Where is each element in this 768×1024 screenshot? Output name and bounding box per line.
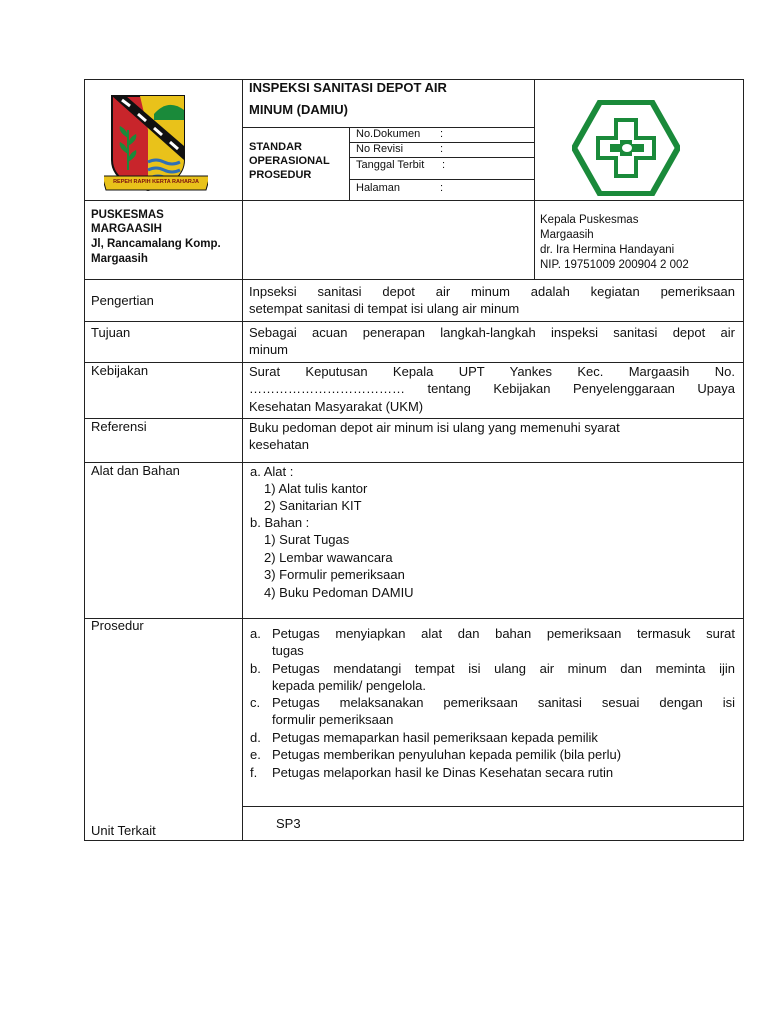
unit-terkait-value: SP3 <box>276 816 301 831</box>
institution-line: Margaasih <box>91 253 148 265</box>
step-marker: d. <box>250 730 261 745</box>
alat-bahan-label: Alat dan Bahan <box>91 463 180 478</box>
list-item: 2) Lembar wawancara <box>264 550 393 565</box>
kabupaten-bandung-logo <box>104 90 208 194</box>
institution-line: Jl, Rancamalang Komp. <box>91 238 221 250</box>
puskesmas-logo <box>572 100 680 196</box>
sop-label-line: STANDAR <box>249 141 302 153</box>
row-divider-referensi <box>84 462 744 463</box>
bahan-heading: b. Bahan : <box>250 515 310 530</box>
tujuan-text: Sebagai acuan penerapan langkah-langkah inspeksi sanitasi depot air <box>249 325 735 340</box>
signatory-line: dr. Ira Hermina Handayani <box>540 244 675 256</box>
prosedur-label: Prosedur <box>91 618 144 633</box>
institution-line: MARGAASIH <box>91 223 162 235</box>
step-text: kepada pemilik/ pengelola. <box>272 678 426 693</box>
step-text: Petugas melaksanakan pemeriksaan sanitasi sesuai dengan isi <box>272 695 735 710</box>
step-marker: a. <box>250 626 261 641</box>
list-item: 1) Surat Tugas <box>264 532 350 547</box>
kebijakan-label: Kebijakan <box>91 363 149 378</box>
tujuan-text: minum <box>249 342 289 357</box>
border-right <box>743 79 744 841</box>
pengertian-text: Inpseksi sanitasi depot air minum adalah kegiatan pemeriksaan <box>249 284 735 299</box>
alat-heading: a. Alat : <box>250 464 294 479</box>
doc-field-label: No.Dokumen <box>356 128 421 140</box>
document-title-line-1: INSPEKSI SANITASI DEPOT AIR <box>249 80 447 95</box>
row-divider-prosedur <box>242 806 744 807</box>
pengertian-text: setempat sanitasi di tempat isi ulang air minum <box>249 301 520 316</box>
doc-field-sep: : <box>440 128 444 140</box>
signatory-line: NIP. 19751009 200904 2 002 <box>540 259 689 271</box>
kebijakan-text: Kesehatan Masyarakat (UKM) <box>249 399 424 414</box>
step-text: Petugas memaparkan hasil pemeriksaan kepada pemilik <box>272 730 598 745</box>
pengertian-label: Pengertian <box>91 293 154 308</box>
step-marker: c. <box>250 695 261 710</box>
step-text: tugas <box>272 643 304 658</box>
row-divider-institution <box>84 279 744 280</box>
step-marker: b. <box>250 661 261 676</box>
list-item: 3) Formulir pemeriksaan <box>264 567 405 582</box>
col-divider-right <box>534 79 535 279</box>
referensi-label: Referensi <box>91 419 147 434</box>
step-text: Petugas melaporkan hasil ke Dinas Kesehatan secara rutin <box>272 765 614 780</box>
doc-field-label: No Revisi <box>356 143 404 155</box>
border-left <box>84 79 85 841</box>
step-text: Petugas menyiapkan alat dan bahan pemeriksaan termasuk surat <box>272 626 735 641</box>
step-marker: e. <box>250 747 261 762</box>
doc-field-label: Tanggal Terbit <box>356 159 425 171</box>
referensi-text: Buku pedoman depot air minum isi ulang yang memenuhi syarat <box>249 420 620 435</box>
signatory-line: Margaasih <box>540 229 594 241</box>
doc-field-sep: : <box>442 159 446 171</box>
sop-label-line: PROSEDUR <box>249 169 312 181</box>
step-text: Petugas mendatangi tempat isi ulang air minum dan meminta ijin <box>272 661 735 676</box>
col-divider-doc <box>349 127 350 200</box>
list-item: 2) Sanitarian KIT <box>264 498 362 513</box>
step-marker: f. <box>250 765 258 780</box>
document-title-line-2: MINUM (DAMIU) <box>249 102 348 117</box>
kebijakan-text: Surat Keputusan Kepala UPT Yankes Kec. Margaasih No. <box>249 364 735 379</box>
referensi-text: kesehatan <box>249 437 309 452</box>
row-divider-alat <box>84 618 744 619</box>
doc-field-label: Halaman <box>356 182 401 194</box>
list-item: 1) Alat tulis kantor <box>264 481 368 496</box>
step-text: Petugas memberikan penyuluhan kepada pemilik (bila perlu) <box>272 747 622 762</box>
border-bottom <box>84 840 744 841</box>
doc-row-3 <box>349 179 534 180</box>
doc-field-sep: : <box>440 143 444 155</box>
sop-label-line: OPERASIONAL <box>249 155 330 167</box>
step-text: formulir pemeriksaan <box>272 712 394 727</box>
list-item: 4) Buku Pedoman DAMIU <box>264 585 414 600</box>
kebijakan-text: ……………………………… tentang Kebijakan Penyelenggaraan Upaya <box>249 381 735 396</box>
institution-line: PUSKESMAS <box>91 209 164 221</box>
row-divider-pengertian <box>84 321 744 322</box>
col-divider-label <box>242 79 243 841</box>
row-divider-header <box>84 200 744 201</box>
tujuan-label: Tujuan <box>91 325 131 340</box>
doc-field-sep: : <box>440 182 444 194</box>
signatory-line: Kepala Puskesmas <box>540 214 639 226</box>
logo-motto: REPEH RAPIH KERTA RAHARJA <box>113 179 199 185</box>
unit-terkait-label: Unit Terkait <box>91 823 156 838</box>
